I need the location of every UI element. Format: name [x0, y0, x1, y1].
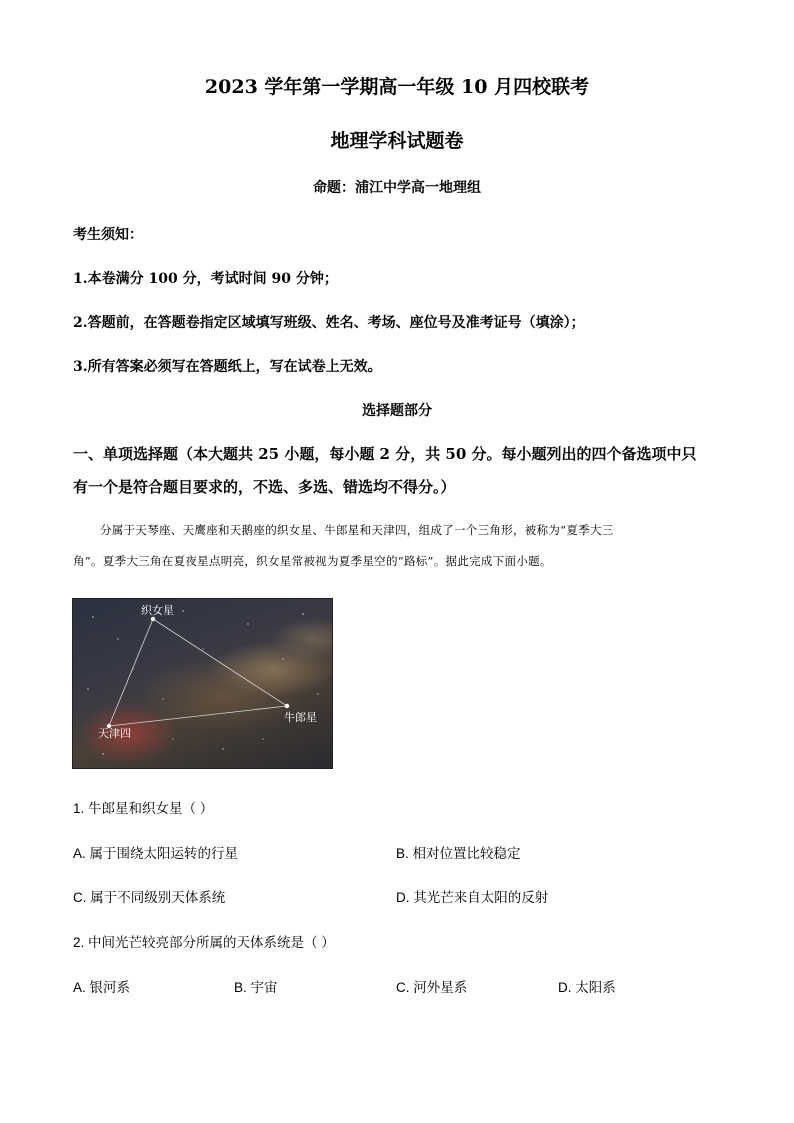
- summer-triangle-figure: [72, 598, 333, 769]
- notice-heading: 考生须知：: [73, 227, 143, 243]
- triangle-outline: [109, 619, 287, 726]
- altair-label: 牛郎星: [284, 711, 317, 724]
- question-1-option-a: A. 属于围绕太阳运转的行星: [73, 846, 239, 861]
- exam-title: 2023 学年第一学期高一年级 10 月四校联考: [204, 76, 590, 98]
- question-1-stem: 1. 牛郎星和织女星（ ）: [73, 801, 214, 816]
- notice-item-2: 2.答题前，在答题卷指定区域填写班级、姓名、考场、座位号及准考证号（填涂）；: [73, 315, 585, 331]
- passage-line-2: 角”。夏季大三角在夏夜星点明亮，织女星常被视为夏季星空的“路标”。据此完成下面小题。: [73, 554, 552, 568]
- exam-author: 命题：浦江中学高一地理组: [313, 180, 481, 196]
- question-2-option-d: D. 太阳系: [558, 980, 616, 995]
- question-1-option-d: D. 其光芒来自太阳的反射: [396, 890, 549, 905]
- question-2-option-a: A. 银河系: [73, 980, 131, 995]
- part-heading-line-2: 有一个是符合题目要求的，不选、多选、错选均不得分。）: [73, 478, 456, 496]
- section-title: 选择题部分: [362, 403, 432, 419]
- question-1-option-c: C. 属于不同级别天体系统: [73, 890, 226, 905]
- question-2-stem: 2. 中间光芒较亮部分所属的天体系统是（ ）: [73, 935, 335, 950]
- question-1-option-b: B. 相对位置比较稳定: [396, 846, 521, 861]
- summer-triangle-lines: [73, 599, 332, 768]
- vega-label: 织女星: [141, 604, 174, 617]
- notice-item-1: 1.本卷满分 100 分，考试时间 90 分钟；: [73, 271, 338, 287]
- deneb-label: 天津四: [98, 727, 131, 740]
- part-heading-line-1: 一、单项选择题（本大题共 25 小题，每小题 2 分，共 50 分。每小题列出的四个备选项中只: [73, 445, 697, 463]
- passage-line-1: 分属于天琴座、天鹰座和天鹅座的织女星、牛郎星和天津四，组成了一个三角形，被称为“夏季大三: [100, 523, 614, 537]
- question-2-option-b: B. 宇宙: [234, 980, 278, 995]
- exam-subtitle: 地理学科试题卷: [330, 130, 464, 152]
- altair-star: [285, 704, 289, 708]
- notice-item-3: 3.所有答案必须写在答题纸上，写在试卷上无效。: [73, 359, 382, 375]
- question-2-option-c: C. 河外星系: [396, 980, 468, 995]
